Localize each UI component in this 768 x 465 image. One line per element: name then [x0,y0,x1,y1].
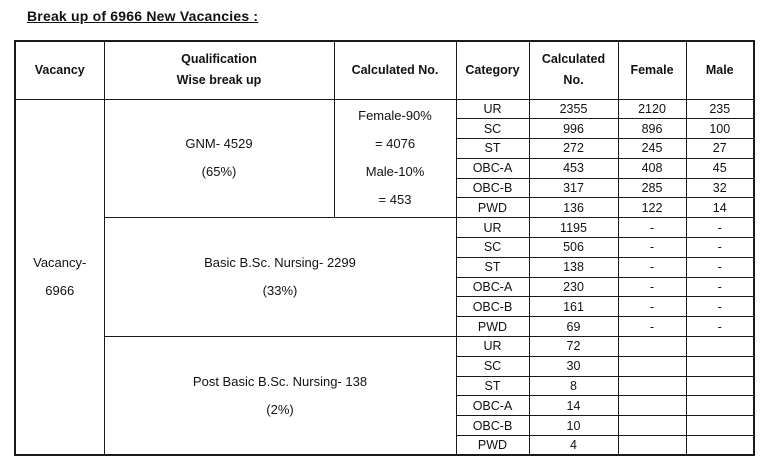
calculated-cell: 453 [529,158,618,178]
qualification-cell-basic-bsc [104,218,456,337]
calculated-gnm-line3: Male-10% [365,164,425,180]
calculated-cell: 30 [529,356,618,376]
header-calculated-no-2-line1: Calculated [541,52,606,67]
qualification-post-basic-line2: (2%) [266,401,294,417]
header-qualification-line1: Qualification [181,52,257,67]
calculated-cell: 136 [529,198,618,218]
male-cell: 100 [686,119,754,139]
table-row [15,218,754,238]
table-row [15,337,754,357]
category-cell: OBC-B [456,416,529,436]
calculated-cell: 14 [529,396,618,416]
male-cell [686,416,754,436]
header-qualification-line2: Wise break up [176,73,262,88]
male-cell [686,356,754,376]
header-calculated-no-2-line2: No. [563,73,584,88]
calculated-cell: 69 [529,317,618,337]
header-vacancy: Vacancy [15,41,104,99]
female-cell [618,396,686,416]
female-cell: - [618,277,686,297]
calculated-cell: 8 [529,376,618,396]
category-cell: SC [456,119,529,139]
calculated-cell: 72 [529,337,618,357]
qualification-gnm-line1: GNM- 4529 [185,136,253,152]
category-cell: PWD [456,436,529,456]
category-cell: OBC-A [456,396,529,416]
female-cell: 2120 [618,99,686,119]
category-cell: ST [456,257,529,277]
category-cell: ST [456,376,529,396]
male-cell: - [686,238,754,258]
male-cell: - [686,277,754,297]
calculated-cell: 10 [529,416,618,436]
male-cell [686,376,754,396]
calculated-cell: 4 [529,436,618,456]
header-calculated-no: Calculated No. [334,41,456,99]
header-calculated-no-2 [529,41,618,99]
calculated-gnm-line2: = 4076 [374,136,416,152]
header-category: Category [456,41,529,99]
female-cell: - [618,218,686,238]
qualification-post-basic-line1: Post Basic B.Sc. Nursing- 138 [192,373,368,389]
female-cell: 285 [618,178,686,198]
female-cell: - [618,297,686,317]
calculated-cell: 2355 [529,99,618,119]
female-cell [618,337,686,357]
category-cell: OBC-B [456,178,529,198]
female-cell: 122 [618,198,686,218]
calculated-cell: 317 [529,178,618,198]
vacancy-total-line2: 6966 [45,282,75,298]
vacancy-total-line1: Vacancy- [33,254,87,270]
male-cell: 45 [686,158,754,178]
qualification-cell-post-basic-bsc [104,337,456,456]
calculated-cell: 996 [529,119,618,139]
qualification-gnm-line2: (65%) [201,164,237,180]
category-cell: ST [456,139,529,159]
male-cell [686,337,754,357]
female-cell [618,436,686,456]
male-cell: - [686,257,754,277]
male-cell: - [686,317,754,337]
calculated-split-cell-gnm [334,99,456,218]
calculated-cell: 138 [529,257,618,277]
female-cell: 245 [618,139,686,159]
vacancy-total-cell [15,99,104,455]
female-cell: 896 [618,119,686,139]
female-cell: - [618,238,686,258]
page-title: Break up of 6966 New Vacancies : [27,8,259,24]
female-cell: 408 [618,158,686,178]
male-cell: - [686,218,754,238]
female-cell: - [618,317,686,337]
male-cell: 32 [686,178,754,198]
male-cell: 14 [686,198,754,218]
header-male: Male [686,41,754,99]
qualification-basic-line1: Basic B.Sc. Nursing- 2299 [204,255,356,271]
category-cell: UR [456,218,529,238]
male-cell [686,396,754,416]
male-cell [686,436,754,456]
male-cell: 27 [686,139,754,159]
category-cell: OBC-B [456,297,529,317]
calculated-gnm-line1: Female-90% [358,108,432,124]
category-cell: OBC-A [456,158,529,178]
qualification-cell-gnm [104,99,334,218]
female-cell [618,356,686,376]
category-cell: UR [456,99,529,119]
header-qualification [104,41,334,99]
category-cell: OBC-A [456,277,529,297]
female-cell [618,376,686,396]
calculated-cell: 230 [529,277,618,297]
category-cell: PWD [456,198,529,218]
category-cell: SC [456,238,529,258]
category-cell: PWD [456,317,529,337]
male-cell: 235 [686,99,754,119]
female-cell: - [618,257,686,277]
calculated-cell: 1195 [529,218,618,238]
calculated-cell: 272 [529,139,618,159]
female-cell [618,416,686,436]
table-row [15,99,754,119]
header-female: Female [618,41,686,99]
calculated-cell: 161 [529,297,618,317]
header-row [15,41,754,99]
category-cell: SC [456,356,529,376]
male-cell: - [686,297,754,317]
calculated-gnm-line4: = 453 [378,192,412,208]
category-cell: UR [456,337,529,357]
calculated-cell: 506 [529,238,618,258]
qualification-basic-line2: (33%) [262,283,298,299]
vacancy-breakup-table [14,40,755,456]
